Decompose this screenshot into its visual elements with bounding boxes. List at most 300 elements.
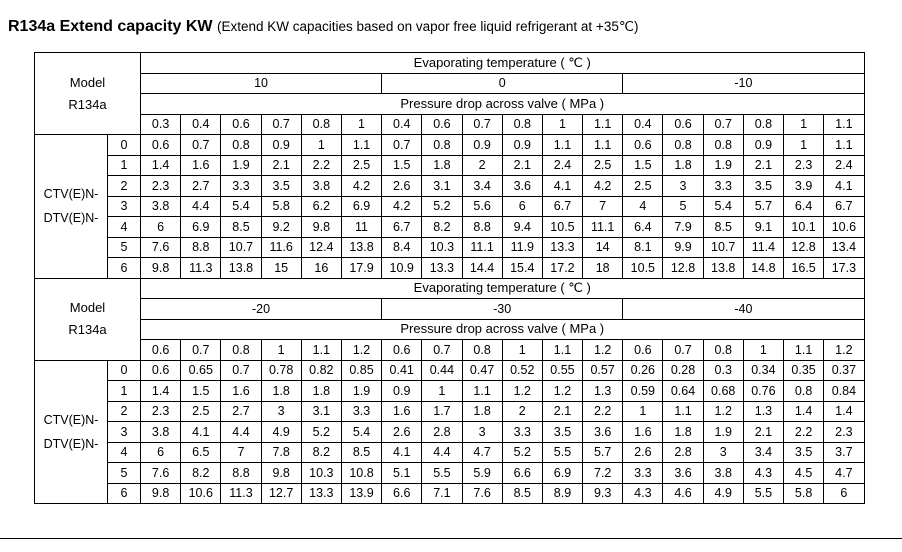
- capacity-value: 8.9: [542, 483, 582, 504]
- capacity-value: 5: [663, 196, 703, 217]
- table-row: [35, 401, 865, 422]
- capacity-value: 10.5: [542, 217, 582, 238]
- pressure-value: 1: [261, 340, 301, 361]
- capacity-value: 10.7: [221, 237, 261, 258]
- capacity-value: 0.9: [462, 135, 502, 156]
- capacity-value: 13.8: [703, 258, 743, 279]
- capacity-value: 10.6: [181, 483, 221, 504]
- capacity-value: 0.37: [824, 360, 864, 381]
- capacity-value: 10.9: [382, 258, 422, 279]
- pressure-value: 0.4: [181, 114, 221, 135]
- capacity-value: 11: [341, 217, 381, 238]
- capacity-value: 0.35: [784, 360, 824, 381]
- capacity-value: 0.34: [743, 360, 783, 381]
- capacity-value: 2: [502, 401, 542, 422]
- capacity-value: 4.6: [663, 483, 703, 504]
- pressure-value: 0.6: [221, 114, 261, 135]
- capacity-value: 4.3: [623, 483, 663, 504]
- capacity-value: 1.1: [824, 135, 864, 156]
- capacity-value: 14.8: [743, 258, 783, 279]
- capacity-value: 5.4: [703, 196, 743, 217]
- capacity-value: 1.6: [221, 381, 261, 402]
- capacity-value: 1.3: [743, 401, 783, 422]
- capacity-value: 2.1: [261, 155, 301, 176]
- bottom-rule: [0, 538, 902, 539]
- pressure-value: 1.2: [583, 340, 623, 361]
- capacity-value: 4.9: [703, 483, 743, 504]
- table-row: [35, 442, 865, 463]
- capacity-value: 18: [583, 258, 623, 279]
- table-row: [35, 463, 865, 484]
- capacity-value: 0.9: [743, 135, 783, 156]
- capacity-value: 2.5: [583, 155, 623, 176]
- capacity-value: 5.5: [743, 483, 783, 504]
- model-label: Model: [69, 74, 106, 90]
- capacity-value: 9.8: [261, 463, 301, 484]
- pressure-value: 0.8: [462, 340, 502, 361]
- capacity-value: 2.4: [542, 155, 582, 176]
- evaporating-temp-title: Evaporating temperature ( ℃ ): [141, 278, 865, 299]
- pressure-value: 1.1: [583, 114, 623, 135]
- capacity-value: 0.8: [703, 135, 743, 156]
- capacity-value: 2.1: [743, 155, 783, 176]
- capacity-value: 1.4: [784, 401, 824, 422]
- capacity-value: 3.3: [623, 463, 663, 484]
- capacity-value: 7.1: [422, 483, 462, 504]
- capacity-value: 7.9: [663, 217, 703, 238]
- pressure-value: 0.7: [422, 340, 462, 361]
- capacity-value: 11.1: [462, 237, 502, 258]
- series-label: CTV(E)N-: [43, 412, 99, 427]
- pressure-value: 1.1: [824, 114, 864, 135]
- capacity-value: 2.7: [221, 401, 261, 422]
- capacity-value: 0.55: [542, 360, 582, 381]
- capacity-value: 2.6: [382, 176, 422, 197]
- capacity-value: 5.1: [382, 463, 422, 484]
- capacity-value: 5.4: [341, 422, 381, 443]
- capacity-value: 1.3: [583, 381, 623, 402]
- model-cell: [35, 53, 141, 135]
- capacity-value: 9.1: [743, 217, 783, 238]
- capacity-value: 2.4: [824, 155, 864, 176]
- capacity-value: 2.2: [583, 401, 623, 422]
- size-cell: 1: [108, 155, 141, 176]
- pressure-value: 0.6: [663, 114, 703, 135]
- capacity-value: 6.9: [542, 463, 582, 484]
- capacity-value: 2.8: [422, 422, 462, 443]
- capacity-value: 2.8: [663, 442, 703, 463]
- pressure-values-row: [35, 340, 865, 361]
- capacity-value: 1.9: [703, 422, 743, 443]
- series-label-cell: [35, 135, 108, 279]
- capacity-value: 3.3: [502, 422, 542, 443]
- capacity-value: 8.4: [382, 237, 422, 258]
- capacity-value: 0.28: [663, 360, 703, 381]
- capacity-value: 5.7: [583, 442, 623, 463]
- pressure-value: 1: [743, 340, 783, 361]
- table-row: [35, 258, 865, 279]
- size-cell: 0: [108, 360, 141, 381]
- table-row: [35, 237, 865, 258]
- pressure-value: 0.7: [703, 114, 743, 135]
- capacity-value: 1.8: [301, 381, 341, 402]
- capacity-value: 1.8: [462, 401, 502, 422]
- capacity-value: 1.2: [542, 381, 582, 402]
- capacity-value: 4.1: [542, 176, 582, 197]
- capacity-value: 13.3: [542, 237, 582, 258]
- pressure-value: 0.6: [422, 114, 462, 135]
- size-cell: 0: [108, 135, 141, 156]
- capacity-value: 2.5: [181, 401, 221, 422]
- temperature-header: -30: [382, 299, 623, 320]
- pressure-value: 0.8: [743, 114, 783, 135]
- capacity-value: 0.7: [181, 135, 221, 156]
- capacity-value: 10.3: [422, 237, 462, 258]
- capacity-value: 10.1: [784, 217, 824, 238]
- capacity-value: 1.2: [502, 381, 542, 402]
- capacity-value: 13.3: [422, 258, 462, 279]
- size-cell: 4: [108, 442, 141, 463]
- size-cell: 2: [108, 401, 141, 422]
- capacity-value: 5.8: [261, 196, 301, 217]
- capacity-table: [34, 52, 865, 504]
- capacity-value: 0.6: [141, 135, 181, 156]
- capacity-value: 11.9: [502, 237, 542, 258]
- capacity-value: 3.4: [462, 176, 502, 197]
- temperature-header: 10: [141, 73, 382, 94]
- table-row: [35, 135, 865, 156]
- capacity-value: 7.6: [141, 237, 181, 258]
- capacity-value: 6.2: [301, 196, 341, 217]
- capacity-value: 0.9: [261, 135, 301, 156]
- model-label: Model: [69, 300, 106, 315]
- temperature-row: [35, 299, 865, 320]
- capacity-value: 3.1: [422, 176, 462, 197]
- capacity-value: 0.52: [502, 360, 542, 381]
- capacity-value: 2.5: [341, 155, 381, 176]
- capacity-value: 0.8: [663, 135, 703, 156]
- capacity-value: 1: [301, 135, 341, 156]
- size-cell: 6: [108, 258, 141, 279]
- capacity-value: 5.8: [784, 483, 824, 504]
- capacity-value: 0.41: [382, 360, 422, 381]
- capacity-value: 14: [583, 237, 623, 258]
- capacity-value: 6.5: [181, 442, 221, 463]
- capacity-value: 0.65: [181, 360, 221, 381]
- pressure-value: 0.4: [623, 114, 663, 135]
- size-cell: 3: [108, 422, 141, 443]
- capacity-value: 13.9: [341, 483, 381, 504]
- capacity-value: 5.2: [301, 422, 341, 443]
- capacity-value: 6.6: [502, 463, 542, 484]
- capacity-value: 6: [824, 483, 864, 504]
- capacity-value: 1.8: [422, 155, 462, 176]
- capacity-value: 0.84: [824, 381, 864, 402]
- capacity-value: 5.4: [221, 196, 261, 217]
- table-title: R134a Extend capacity KW: [8, 18, 213, 35]
- capacity-value: 0.68: [703, 381, 743, 402]
- temperature-header: -20: [141, 299, 382, 320]
- capacity-value: 0.8: [784, 381, 824, 402]
- capacity-value: 1.8: [663, 422, 703, 443]
- capacity-value: 0.44: [422, 360, 462, 381]
- table-subtitle: (Extend KW capacities based on vapor free liquid refrigerant at +35℃): [216, 19, 639, 34]
- capacity-value: 12.7: [261, 483, 301, 504]
- capacity-value: 0.8: [422, 135, 462, 156]
- section-header-row: [35, 53, 865, 74]
- pressure-values-row: [35, 114, 865, 135]
- pressure-value: 0.6: [141, 340, 181, 361]
- temperature-row: [35, 73, 865, 94]
- capacity-value: 11.1: [583, 217, 623, 238]
- capacity-value: 8.1: [623, 237, 663, 258]
- table-row: [35, 196, 865, 217]
- capacity-value: 2.2: [301, 155, 341, 176]
- capacity-value: 2.6: [382, 422, 422, 443]
- capacity-value: 9.8: [141, 258, 181, 279]
- capacity-value: 13.3: [301, 483, 341, 504]
- capacity-value: 1.6: [623, 422, 663, 443]
- capacity-value: 10.6: [824, 217, 864, 238]
- capacity-value: 2.7: [181, 176, 221, 197]
- capacity-value: 13.8: [221, 258, 261, 279]
- capacity-value: 4: [623, 196, 663, 217]
- temperature-header: -10: [623, 73, 864, 94]
- capacity-value: 1.9: [703, 155, 743, 176]
- capacity-value: 0.6: [623, 135, 663, 156]
- capacity-value: 12.4: [301, 237, 341, 258]
- capacity-value: 2.1: [502, 155, 542, 176]
- pressure-value: 1: [542, 114, 582, 135]
- capacity-value: 4.3: [743, 463, 783, 484]
- capacity-value: 7.2: [583, 463, 623, 484]
- capacity-value: 3.8: [141, 196, 181, 217]
- capacity-value: 2.3: [141, 401, 181, 422]
- capacity-value: 16.5: [784, 258, 824, 279]
- capacity-value: 1.6: [382, 401, 422, 422]
- capacity-value: 1.5: [181, 381, 221, 402]
- capacity-value: 11.4: [743, 237, 783, 258]
- capacity-value: 3.1: [301, 401, 341, 422]
- capacity-value: 3: [703, 442, 743, 463]
- capacity-value: 3: [261, 401, 301, 422]
- capacity-value: 11.3: [181, 258, 221, 279]
- capacity-value: 1.4: [141, 381, 181, 402]
- capacity-value: 9.8: [301, 217, 341, 238]
- capacity-value: 1.1: [462, 381, 502, 402]
- capacity-value: 0.78: [261, 360, 301, 381]
- capacity-value: 2.6: [623, 442, 663, 463]
- capacity-value: 12.8: [784, 237, 824, 258]
- capacity-value: 3: [462, 422, 502, 443]
- pressure-value: 0.7: [663, 340, 703, 361]
- temperature-header: -40: [623, 299, 864, 320]
- capacity-value: 8.2: [181, 463, 221, 484]
- capacity-value: 8.5: [703, 217, 743, 238]
- pressure-value: 0.7: [261, 114, 301, 135]
- capacity-value: 0.82: [301, 360, 341, 381]
- capacity-value: 13.8: [341, 237, 381, 258]
- capacity-value: 2: [462, 155, 502, 176]
- pressure-value: 0.8: [221, 340, 261, 361]
- pressure-value: 1.2: [341, 340, 381, 361]
- capacity-value: 14.4: [462, 258, 502, 279]
- size-cell: 1: [108, 381, 141, 402]
- document-heading: [8, 18, 639, 36]
- refrigerant-label: R134a: [68, 96, 107, 112]
- capacity-value: 1.8: [261, 381, 301, 402]
- capacity-value: 3.6: [502, 176, 542, 197]
- capacity-value: 3: [663, 176, 703, 197]
- capacity-value: 5.5: [542, 442, 582, 463]
- pressure-value: 1.1: [542, 340, 582, 361]
- capacity-value: 1.9: [221, 155, 261, 176]
- capacity-value: 1.2: [703, 401, 743, 422]
- capacity-value: 8.5: [341, 442, 381, 463]
- size-cell: 5: [108, 237, 141, 258]
- capacity-value: 3.5: [542, 422, 582, 443]
- capacity-value: 3.3: [221, 176, 261, 197]
- capacity-value: 0.8: [221, 135, 261, 156]
- capacity-value: 6.9: [341, 196, 381, 217]
- capacity-value: 1.4: [141, 155, 181, 176]
- capacity-value: 2.5: [623, 176, 663, 197]
- capacity-value: 15: [261, 258, 301, 279]
- pressure-value: 1: [784, 114, 824, 135]
- capacity-value: 6.7: [542, 196, 582, 217]
- pressure-value: 0.7: [181, 340, 221, 361]
- pressure-value: 0.3: [141, 114, 181, 135]
- capacity-value: 8.2: [301, 442, 341, 463]
- capacity-value: 1.1: [583, 135, 623, 156]
- series-label-cell: [35, 360, 108, 504]
- capacity-value: 4.1: [382, 442, 422, 463]
- capacity-value: 8.8: [462, 217, 502, 238]
- capacity-value: 6: [141, 442, 181, 463]
- capacity-value: 4.7: [824, 463, 864, 484]
- size-cell: 4: [108, 217, 141, 238]
- pressure-drop-title: Pressure drop across valve ( MPa ): [141, 94, 865, 115]
- capacity-value: 1.7: [422, 401, 462, 422]
- capacity-value: 4.1: [824, 176, 864, 197]
- size-cell: 5: [108, 463, 141, 484]
- table-row: [35, 155, 865, 176]
- capacity-value: 4.4: [221, 422, 261, 443]
- capacity-value: 0.7: [382, 135, 422, 156]
- pressure-value: 0.7: [462, 114, 502, 135]
- capacity-value: 15.4: [502, 258, 542, 279]
- capacity-value: 9.3: [583, 483, 623, 504]
- capacity-value: 0.76: [743, 381, 783, 402]
- pressure-value: 0.8: [502, 114, 542, 135]
- capacity-value: 6.9: [181, 217, 221, 238]
- capacity-value: 8.5: [502, 483, 542, 504]
- pressure-value: 1: [341, 114, 381, 135]
- capacity-value: 1: [784, 135, 824, 156]
- capacity-value: 5.7: [743, 196, 783, 217]
- capacity-value: 5.9: [462, 463, 502, 484]
- capacity-value: 1.1: [542, 135, 582, 156]
- capacity-value: 7: [221, 442, 261, 463]
- capacity-value: 4.5: [784, 463, 824, 484]
- capacity-value: 9.8: [141, 483, 181, 504]
- capacity-value: 2.2: [784, 422, 824, 443]
- capacity-value: 16: [301, 258, 341, 279]
- pressure-value: 0.4: [382, 114, 422, 135]
- capacity-table-body: [35, 53, 865, 504]
- capacity-value: 3.9: [784, 176, 824, 197]
- capacity-value: 17.3: [824, 258, 864, 279]
- section-header-row: [35, 278, 865, 299]
- capacity-value: 8.8: [221, 463, 261, 484]
- capacity-value: 1.5: [623, 155, 663, 176]
- capacity-value: 1: [623, 401, 663, 422]
- capacity-value: 3.4: [743, 442, 783, 463]
- capacity-value: 2.3: [824, 422, 864, 443]
- capacity-value: 7: [583, 196, 623, 217]
- capacity-value: 8.8: [181, 237, 221, 258]
- capacity-value: 3.8: [301, 176, 341, 197]
- capacity-value: 0.3: [703, 360, 743, 381]
- pressure-value: 1.2: [824, 340, 864, 361]
- capacity-value: 9.4: [502, 217, 542, 238]
- size-cell: 6: [108, 483, 141, 504]
- capacity-value: 0.85: [341, 360, 381, 381]
- capacity-value: 7.6: [462, 483, 502, 504]
- capacity-value: 0.47: [462, 360, 502, 381]
- table-row: [35, 217, 865, 238]
- capacity-value: 0.9: [382, 381, 422, 402]
- capacity-value: 6.7: [382, 217, 422, 238]
- capacity-value: 3.6: [663, 463, 703, 484]
- table-row: [35, 360, 865, 381]
- capacity-value: 4.4: [181, 196, 221, 217]
- capacity-value: 4.9: [261, 422, 301, 443]
- capacity-value: 17.2: [542, 258, 582, 279]
- pressure-value: 1.1: [301, 340, 341, 361]
- capacity-value: 4.7: [462, 442, 502, 463]
- pressure-value: 1: [502, 340, 542, 361]
- pressure-drop-title: Pressure drop across valve ( MPa ): [141, 319, 865, 340]
- capacity-value: 2.3: [784, 155, 824, 176]
- capacity-value: 3.3: [703, 176, 743, 197]
- capacity-value: 5.2: [422, 196, 462, 217]
- series-label: DTV(E)N-: [43, 211, 99, 226]
- capacity-value: 6.7: [824, 196, 864, 217]
- capacity-value: 3.8: [703, 463, 743, 484]
- capacity-value: 1.1: [663, 401, 703, 422]
- capacity-value: 9.9: [663, 237, 703, 258]
- capacity-value: 4.4: [422, 442, 462, 463]
- capacity-value: 6: [141, 217, 181, 238]
- table-row: [35, 422, 865, 443]
- capacity-value: 3.3: [341, 401, 381, 422]
- capacity-value: 1: [422, 381, 462, 402]
- capacity-value: 3.7: [824, 442, 864, 463]
- capacity-value: 0.57: [583, 360, 623, 381]
- capacity-value: 1.8: [663, 155, 703, 176]
- capacity-value: 2.3: [141, 176, 181, 197]
- capacity-value: 10.8: [341, 463, 381, 484]
- capacity-value: 7.6: [141, 463, 181, 484]
- capacity-value: 2.1: [743, 422, 783, 443]
- capacity-value: 10.3: [301, 463, 341, 484]
- capacity-value: 0.7: [221, 360, 261, 381]
- pressure-value: 0.8: [703, 340, 743, 361]
- capacity-value: 2.1: [542, 401, 582, 422]
- capacity-value: 0.6: [141, 360, 181, 381]
- capacity-value: 10.5: [623, 258, 663, 279]
